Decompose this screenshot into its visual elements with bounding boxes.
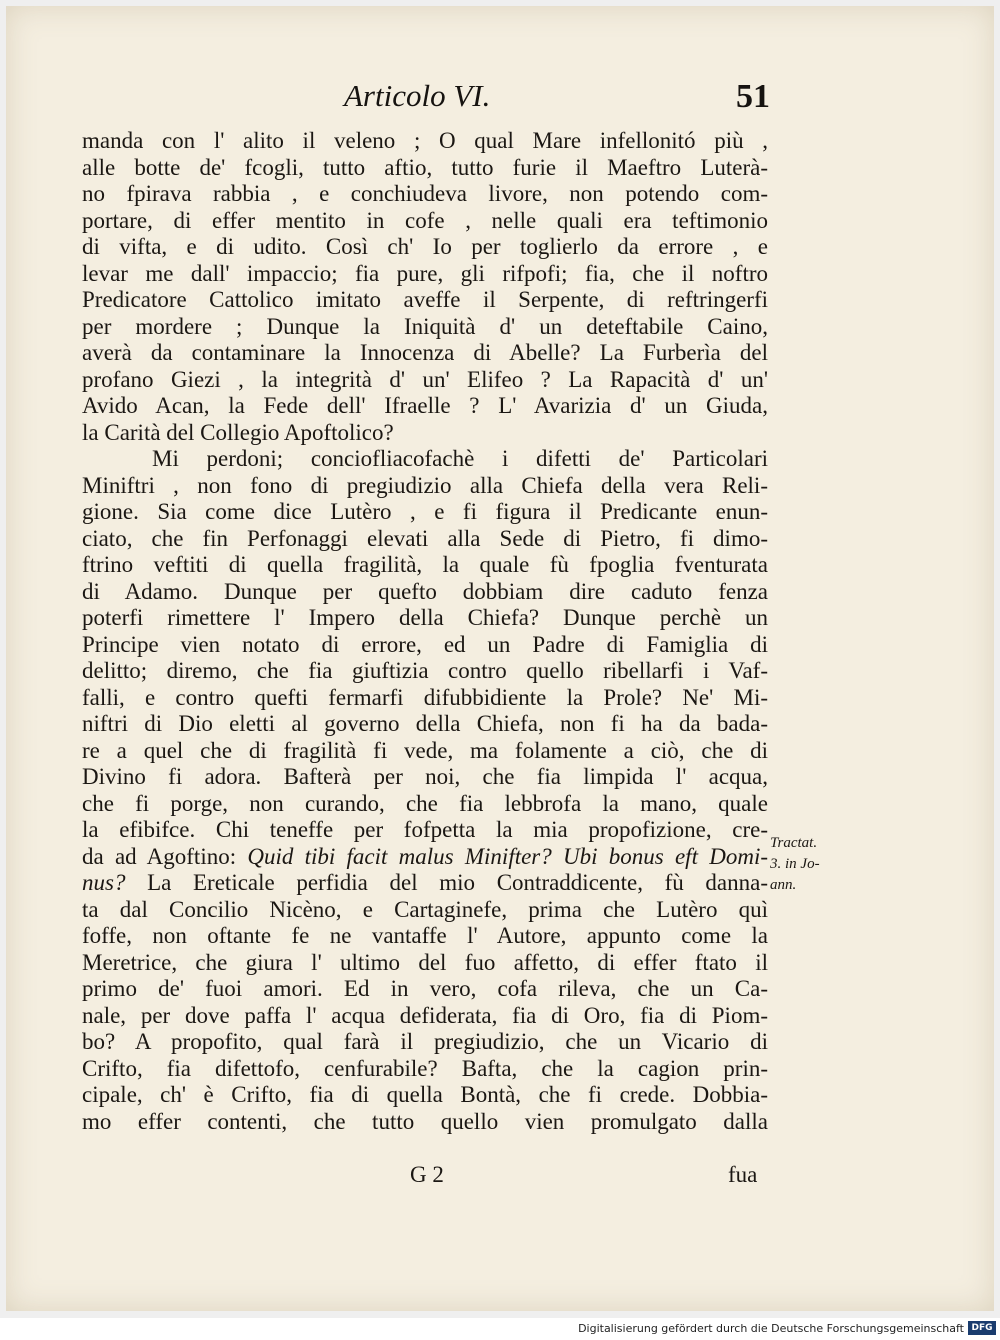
text-fragment: La Ereticale perfidia del mio Contraddicente, fù danna- — [125, 870, 768, 895]
text-line: la efibifce. Chi teneffe per fofpetta la mia propofizione, cre- — [82, 817, 768, 842]
body-text — [82, 128, 768, 1135]
marginal-note — [770, 833, 850, 896]
digitization-footer — [0, 1318, 1000, 1340]
text-line: delitto; diremo, che fia giuftizia contro quello ribellarfi i Vaf- — [82, 658, 768, 683]
signature-mark: G 2 — [410, 1162, 444, 1187]
text-line: Avido Acan, la Fede dell' Ifraelle ? L' Avarizia d' un Giuda, — [82, 393, 768, 418]
running-head — [0, 78, 1000, 124]
paragraph-start-line: Mi perdoni; conciofliacofachè i difetti de' Particolari — [152, 446, 768, 471]
text-line: ftrino veftiti di quella fragilità, la quale fù fpoglia fventurata — [82, 552, 768, 577]
marginal-note-line: 3. in Jo- — [770, 856, 820, 872]
catchword: fua — [728, 1162, 758, 1187]
text-line: di vifta, e di udito. Così ch' Io per toglierlo da errore , e — [82, 234, 768, 259]
text-line: Meretrice, che giura l' ultimo del fuo affetto, di effer ftato il — [82, 949, 768, 975]
text-line: Divino fi adora. Bafterà per noi, che fia limpida l' acqua, — [82, 764, 768, 789]
latin-quotation-end: nus? — [82, 870, 126, 895]
text-line: gione. Sia come dice Lutèro , e fi figura il Predicante enun- — [82, 499, 768, 524]
text-line: falli, e contro quefti fermarfi difubbidiente la Prole? Ne' Mi- — [82, 684, 768, 710]
text-line: che fi porge, non curando, che fia lebbrofa la mano, quale — [82, 790, 768, 816]
text-line: Miniftri , non fono di pregiudizio alla Chiefa della vera Reli- — [82, 472, 768, 498]
latin-quotation: Quid tibi facit malus Minifter? Ubi bonus eft Domi- — [247, 843, 768, 869]
text-line: ciato, che fin Perfonaggi elevati alla Sede di Pietro, fi dimo- — [82, 525, 768, 551]
dfg-logo-icon: DFG — [968, 1321, 996, 1335]
text-line: Principe vien notato di errore, ed un Padre di Famiglia di — [82, 631, 768, 657]
text-line: Predicatore Cattolico imitato aveffe il Serpente, di reftringerfi — [82, 287, 768, 312]
text-line: alle botte de' fcogli, tutto aftio, tutto furie il Maeftro Luterà- — [82, 154, 768, 180]
quotation-line — [82, 844, 768, 871]
page-number: 51 — [736, 78, 770, 115]
text-fragment: da ad Agoftino: — [82, 843, 248, 869]
text-line: levar me dall' impaccio; fia pure, gli rifpofi; fia, che il noftro — [82, 260, 768, 286]
text-line: manda con l' alito il veleno ; O qual Mare infellonitó più , — [82, 128, 768, 153]
text-line: mo effer contenti, che tutto quello vien promulgato dalla — [82, 1108, 768, 1134]
text-line: no fpirava rabbia , e conchiudeva livore, non potendo com- — [82, 181, 768, 206]
text-line: Crifto, fia difettofo, cenfurabile? Bafta, che la cagion prin- — [82, 1055, 768, 1081]
article-heading: Articolo VI. — [344, 78, 491, 113]
quotation-line — [82, 870, 768, 897]
text-line: averà da contaminare la Innocenza di Abelle? La Furberìa del — [82, 340, 768, 365]
text-line: primo de' fuoi amori. Ed in vero, cofa rileva, che un Ca- — [82, 976, 768, 1001]
text-line: portare, di effer mentito in cofe , nelle quali era teftimonio — [82, 207, 768, 233]
text-line: nale, per dove paffa l' acqua defiderata, fia di Oro, fia di Piom- — [82, 1002, 768, 1028]
text-line: foffe, non oftante fe ne vantaffe l' Autore, appunto come la — [82, 923, 768, 948]
text-line: poterfi rimettere l' Impero della Chiefa? Dunque perchè un — [82, 605, 768, 630]
text-line: di Adamo. Dunque per quefto dobbiam dire caduto fenza — [82, 578, 768, 604]
text-line: niftri di Dio eletti al governo della Chiefa, non fi ha da bada- — [82, 711, 768, 736]
marginal-note-line: Tractat. — [770, 835, 818, 851]
text-line: re a quel che di fragilità fi vede, ma folamente a ciò, che di — [82, 737, 768, 763]
text-line: ta dal Concilio Nicèno, e Cartaginefe, prima che Lutèro quì — [82, 896, 768, 922]
text-line: bo? A propofito, qual farà il pregiudizio, che un Vicario di — [82, 1029, 768, 1054]
text-line: profano Giezi , la integrità d' un' Elifeo ? La Rapacità d' un' — [82, 366, 768, 392]
text-line: per mordere ; Dunque la Iniquità d' un deteftabile Caino, — [82, 313, 768, 339]
text-line: la Carità del Collegio Apoftolico? — [82, 419, 394, 445]
text-line: cipale, ch' è Crifto, fia di quella Bontà, che fi crede. Dobbia- — [82, 1082, 768, 1107]
footer-credit: Digitalisierung gefördert durch die Deutsche Forschungsgemeinschaft — [578, 1322, 964, 1335]
marginal-note-line: ann. — [770, 877, 797, 893]
